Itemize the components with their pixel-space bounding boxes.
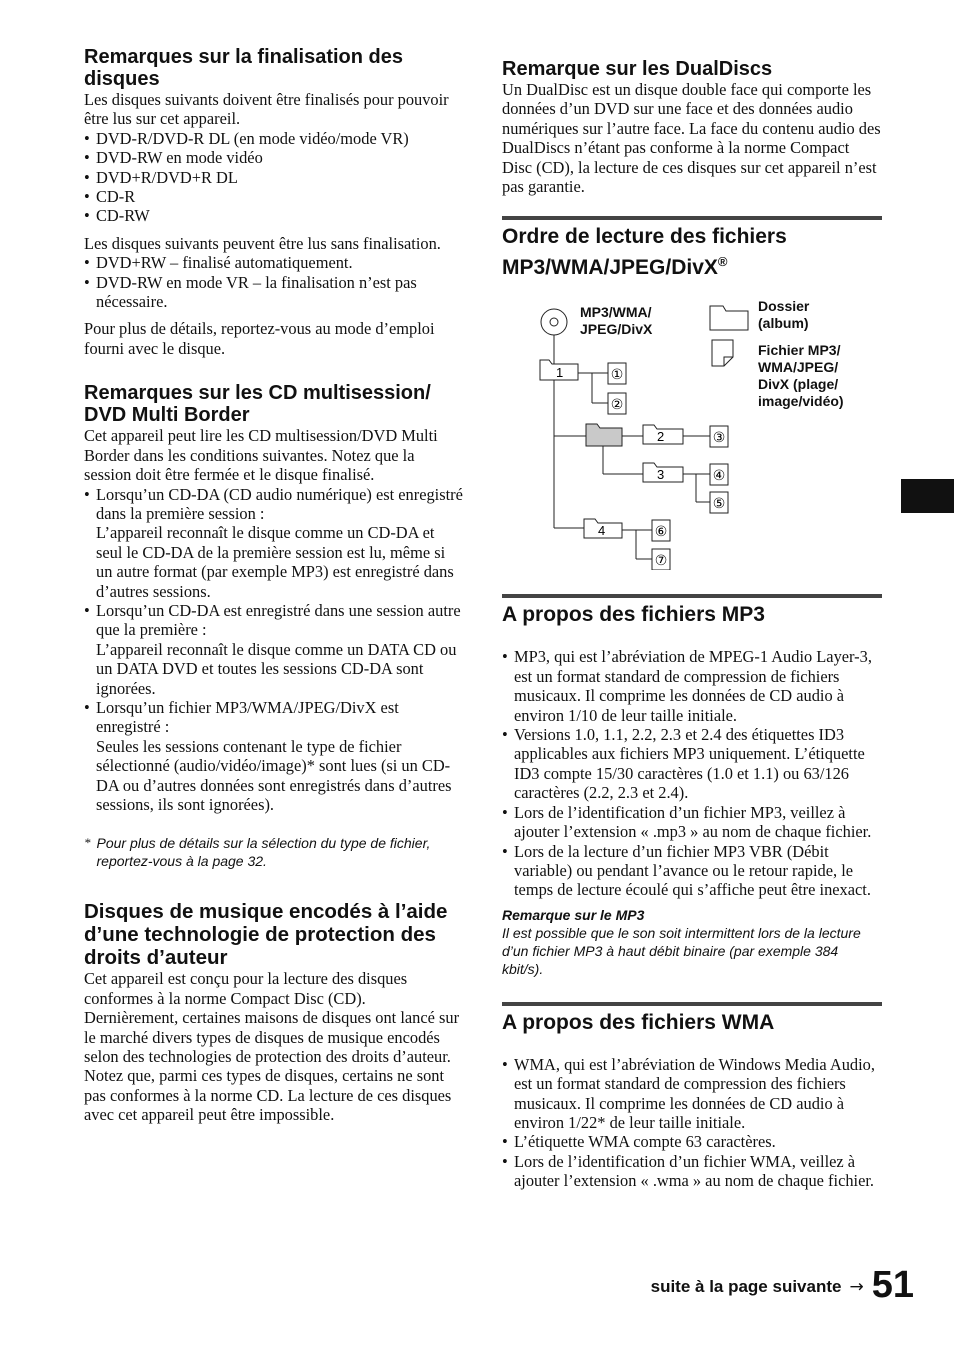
track-number: ⑦ bbox=[654, 553, 668, 570]
list-item: • DVD-RW en mode VR – la finalisation n’est pas nécessaire. bbox=[84, 273, 464, 312]
footnote bbox=[84, 834, 464, 870]
list-item: • MP3, qui est l’abréviation de MPEG-1 Audio Layer-3, est un format standard de compression de fichiers musicaux. Il comprime les données de CD audio à environ 1/10 de leur taille initiale. bbox=[502, 647, 882, 725]
list-item: • CD-R bbox=[84, 187, 464, 206]
list-item bbox=[84, 698, 464, 814]
list-item: • L’étiquette WMA compte 63 caractères. bbox=[502, 1132, 882, 1151]
item-head: • Lorsqu’un CD-DA (CD audio numérique) est enregistré dans la première session : bbox=[96, 484, 463, 523]
list-item: • CD-RW bbox=[84, 206, 464, 225]
finalisation-intro: Les disques suivants doivent être finalisés pour pouvoir être lus sur cet appareil. bbox=[84, 90, 449, 129]
page-footer bbox=[651, 1266, 914, 1304]
dualdisc-section bbox=[502, 58, 882, 196]
finalisation-list bbox=[84, 129, 464, 226]
no-finalisation-list bbox=[84, 253, 464, 311]
no-finalisation-intro: Les disques suivants peuvent être lus sans finalisation. bbox=[84, 233, 441, 253]
folder-number: 2 bbox=[657, 429, 665, 445]
finalisation-outro: Pour plus de détails, reportez-vous au mode d’emploi fourni avec le disque. bbox=[84, 319, 435, 358]
footnote-text: Pour plus de détails sur la sélection du type de fichier, reportez-vous à la page 32. bbox=[96, 835, 431, 870]
list-item: • Lors de l’identification d’un fichier MP3, veillez à ajouter l’extension « .mp3 » au nom de chaque fichier. bbox=[502, 803, 882, 842]
play-order-section bbox=[502, 216, 882, 570]
mp3-list bbox=[502, 647, 882, 899]
folder-icon bbox=[586, 424, 622, 446]
copyright-body: Cet appareil est conçu pour la lecture des disques conformes à la norme Compact Disc (CD). Dernièrement, certaines maisons de disques ont lancé sur le marché divers types de disques de musique encodés selon des technologies de protection des droits d’auteur. Notez que, parmi ces types de disques, certains ne sont pas conformes à la norme CD. La lecture de ces disques avec cet appareil peut être impossible. bbox=[84, 969, 460, 1125]
disc-icon bbox=[541, 309, 567, 335]
section-tab-marker bbox=[901, 479, 954, 513]
list-item bbox=[84, 485, 464, 601]
mp3-heading: A propos des fichiers MP3 bbox=[502, 603, 765, 627]
legend-folder-label: Dossier (album) bbox=[758, 298, 810, 332]
copyright-section bbox=[84, 900, 464, 1124]
left-column bbox=[84, 46, 464, 1125]
list-item: • Lors de la lecture d’un fichier MP3 VBR (Débit variable) ou pendant l’avance ou le retour rapide, le temps de lecture écoulé qui s’affiche peut être inexact. bbox=[502, 842, 882, 900]
folder-number: 4 bbox=[598, 523, 606, 539]
folder-number: 3 bbox=[657, 467, 665, 483]
root-label: MP3/WMA/ JPEG/DivX bbox=[580, 304, 653, 338]
list-item: • Lors de l’identification d’un fichier WMA, veillez à ajouter l’extension « .wma » au nom de chaque fichier. bbox=[502, 1152, 882, 1191]
wma-heading: A propos des fichiers WMA bbox=[502, 1010, 775, 1034]
list-item: • DVD-RW en mode vidéo bbox=[84, 148, 464, 167]
play-order-heading bbox=[502, 224, 882, 280]
right-column bbox=[502, 58, 882, 1191]
heading-line1: Ordre de lecture des fichiers bbox=[502, 225, 787, 249]
play-order-diagram bbox=[500, 280, 880, 570]
track-number: ⑥ bbox=[654, 524, 668, 541]
item-body: L’appareil reconnaît le disque comme un DATA CD ou un DATA DVD et toutes les sessions CD-DA sont ignorées. bbox=[96, 639, 457, 698]
arrow-right-icon: → bbox=[849, 1277, 864, 1297]
copyright-heading: Disques de musique encodés à l’aide d’une technologie de protection des droits d’auteur bbox=[84, 900, 448, 970]
legend-file-label: Fichier MP3/ WMA/JPEG/ DivX (plage/ image/vidéo) bbox=[758, 342, 844, 410]
footnote-mark: * bbox=[84, 835, 91, 851]
mp3-section bbox=[502, 594, 882, 977]
track-number: ① bbox=[610, 367, 624, 384]
multisession-intro: Cet appareil peut lire les CD multisession/DVD Multi Border dans les conditions suivantes. Notez que la session doit être fermée et le disque finalisé. bbox=[84, 426, 438, 485]
finalisation-section bbox=[84, 46, 464, 358]
multisession-list bbox=[84, 485, 464, 815]
item-body: L’appareil reconnaît le disque comme un CD-DA et seul le CD-DA de la première session est lu, même si un autre format (par exemple MP3) est enregistré dans d’autres sessions. bbox=[96, 523, 454, 601]
list-item: • DVD+RW – finalisé automatiquement. bbox=[84, 253, 464, 272]
folder-number: 1 bbox=[556, 365, 564, 381]
dualdisc-body: Un DualDisc est un disque double face qui comporte les données d’un DVD sur une face et des données audio numériques sur l’autre face. La face du contenu audio des DualDiscs n’étant pas conforme à la norme Compact Disc (CD), la lecture de ces disques sur cet appareil n’est pas garantie. bbox=[502, 80, 881, 197]
finalisation-heading: Remarques sur la finalisation des disques bbox=[84, 46, 403, 90]
legend-file-icon bbox=[712, 340, 733, 366]
mp3-note-title: Remarque sur le MP3 bbox=[502, 906, 645, 923]
track-number: ③ bbox=[712, 430, 726, 447]
mp3-note: Il est possible que le son soit intermittent lors de la lecture d’un fichier MP3 à haut débit binaire (par exemple 384 kbit/s). bbox=[502, 924, 861, 977]
list-item: • WMA, qui est l’abréviation de Windows Media Audio, est un format standard de compression des fichiers musicaux. Il comprime les données de CD audio à environ 1/22* de leur taille initiale. bbox=[502, 1055, 882, 1133]
multisession-section bbox=[84, 382, 464, 870]
track-number: ② bbox=[610, 397, 624, 414]
multisession-heading: Remarques sur les CD multisession/ DVD Multi Border bbox=[84, 382, 431, 427]
item-head: • Lorsqu’un CD-DA est enregistré dans une session autre que la première : bbox=[96, 600, 461, 640]
list-item: • DVD+R/DVD+R DL bbox=[84, 168, 464, 187]
legend-folder-icon bbox=[710, 306, 748, 330]
list-item: • Versions 1.0, 1.1, 2.2, 2.3 et 2.4 des étiquettes ID3 applicables aux fichiers MP3 uniquement. L’étiquette ID3 compte 15/30 caractères (1.0 et 1.1) ou 63/126 caractères (2.2, 2.3 et 2.4). bbox=[502, 725, 882, 803]
wma-section bbox=[502, 1002, 882, 1191]
continue-text: suite à la page suivante bbox=[650, 1277, 842, 1296]
track-number: ⑤ bbox=[712, 496, 726, 513]
track-number: ④ bbox=[712, 468, 726, 485]
heading-line2: MP3/WMA/JPEG/DivX bbox=[502, 256, 718, 280]
registered-mark: ® bbox=[717, 254, 728, 270]
list-item bbox=[84, 601, 464, 698]
item-head: • Lorsqu’un fichier MP3/WMA/JPEG/DivX est enregistré : bbox=[96, 697, 399, 737]
page-number: 51 bbox=[871, 1264, 914, 1306]
wma-list bbox=[502, 1055, 882, 1191]
item-body: Seules les sessions contenant le type de fichier sélectionné (audio/vidéo/image)* sont lues (si un CD-DA ou d’autres données sont enregistrés dans d’autres sessions, ils sont ignorées). bbox=[96, 736, 452, 814]
dualdisc-heading: Remarque sur les DualDiscs bbox=[502, 58, 773, 80]
list-item: • DVD-R/DVD-R DL (en mode vidéo/mode VR) bbox=[84, 129, 464, 148]
